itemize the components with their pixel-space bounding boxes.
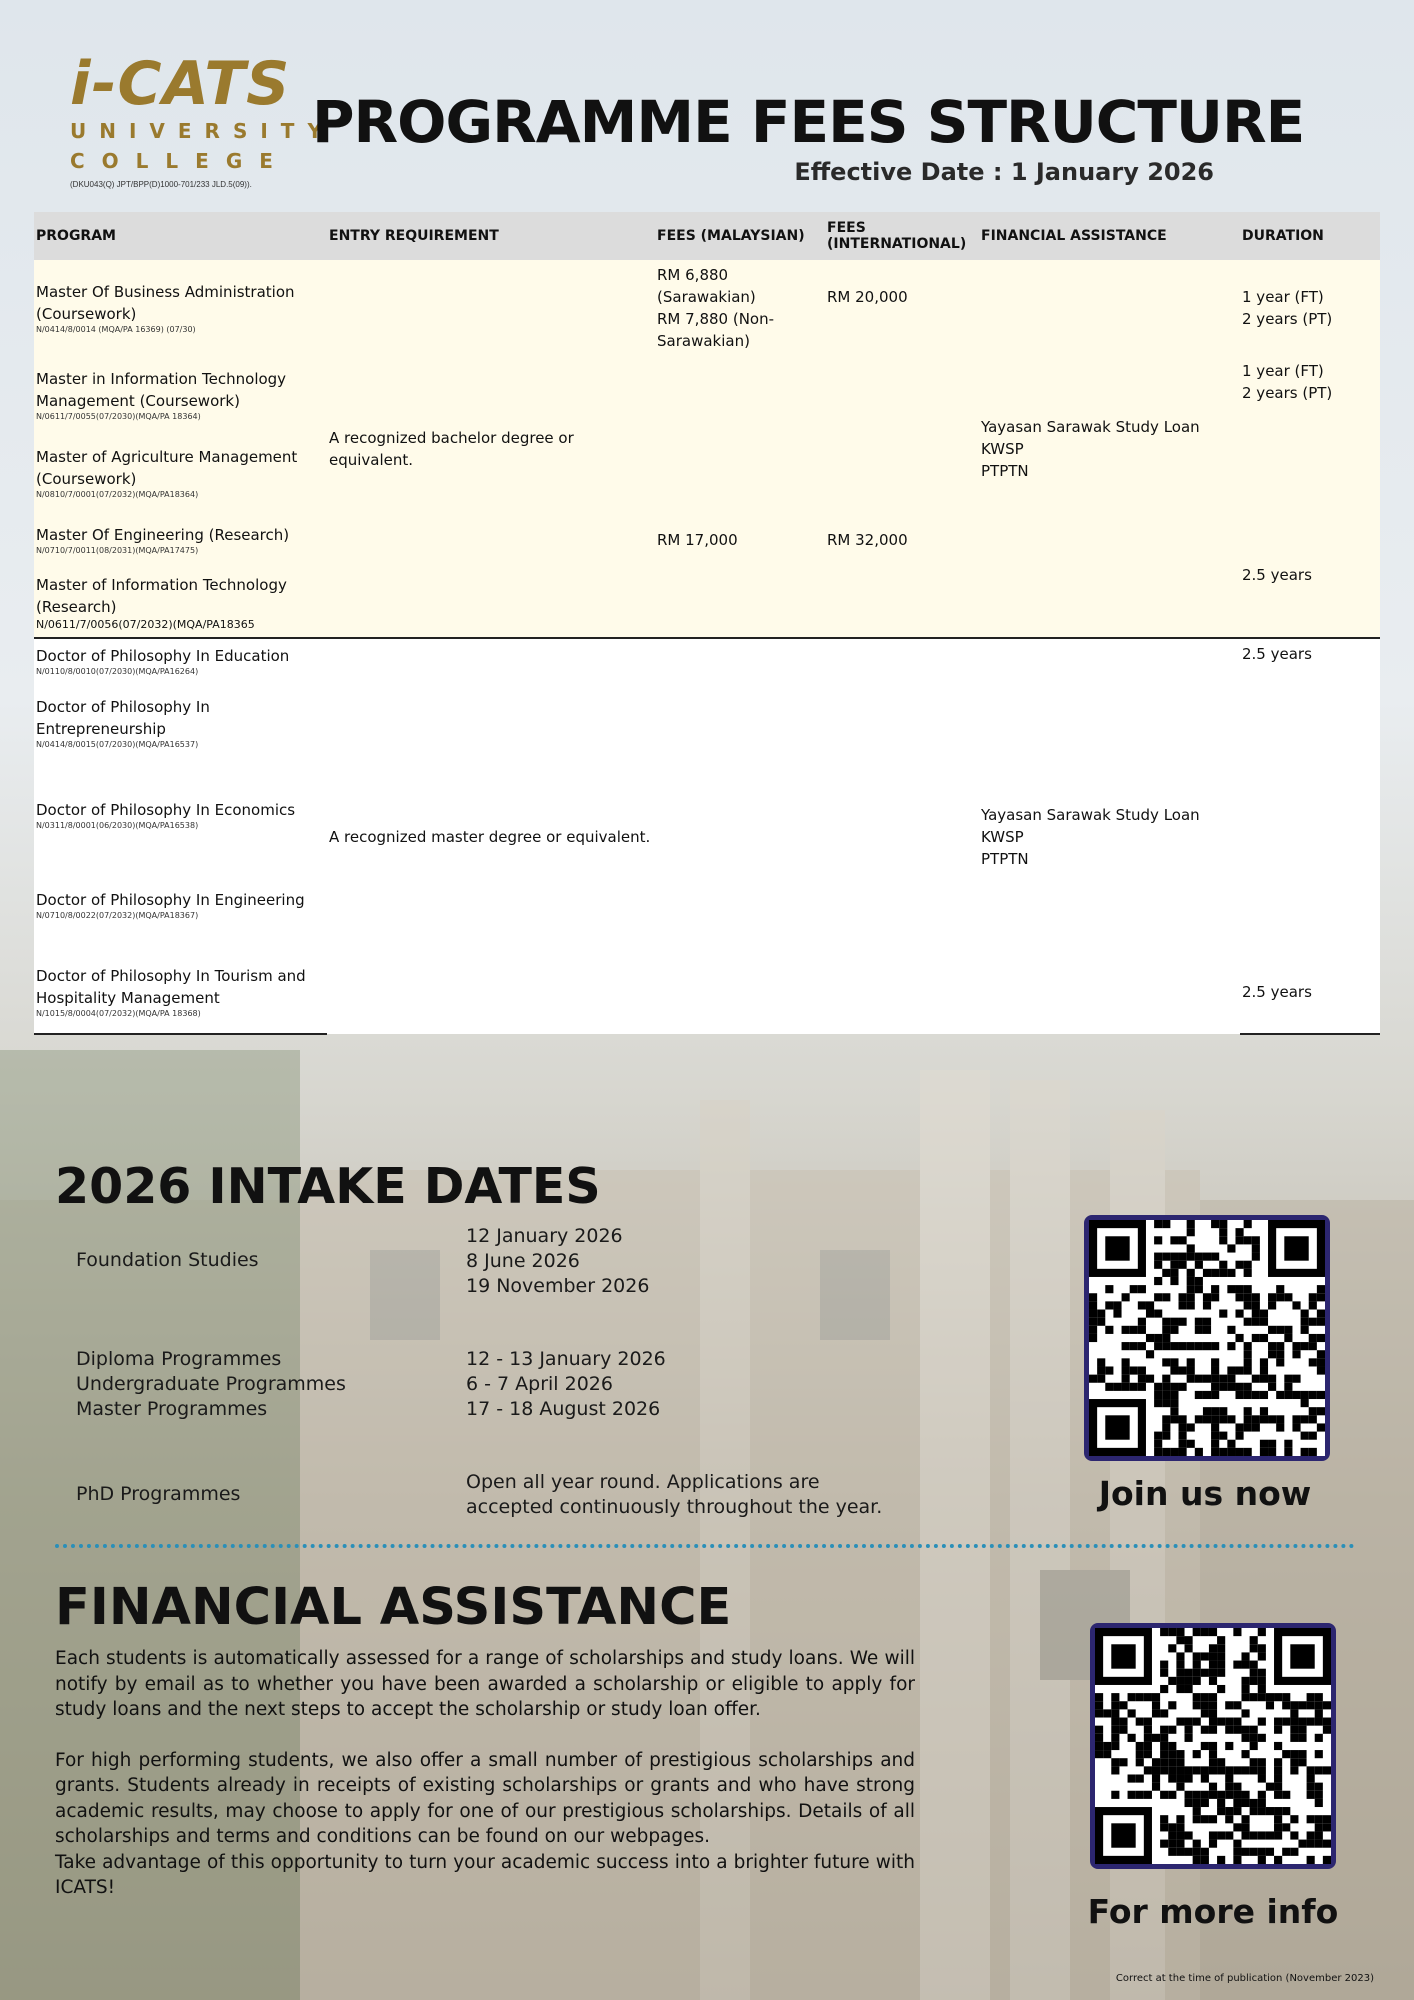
duration: 1 year (FT)	[1242, 362, 1324, 380]
program-name: Master of Agriculture Management (Coursework)	[36, 448, 298, 488]
program-name: Master of Information Technology (Research)	[36, 575, 287, 616]
fee-international: RM 20,000	[825, 260, 979, 356]
program-code: N/1015/8/0004(07/2032)(MQA/PA 18368)	[36, 1008, 201, 1018]
financial-paragraph: For high performing students, we also offer a small number of prestigious scholarships and grants. Students already in receipts of existing scholarships or grants and who have strong academic results, may choose to apply for one of our prestigious scholarships. Details of all scholarships and terms and conditions can be found on our webpages.	[55, 1749, 915, 1847]
duration: 2 years (PT)	[1242, 310, 1333, 328]
financial-paragraph: Each students is automatically assessed for a range of scholarships and study loans. We will notify by email as to whether you have been awarded a scholarship or eligible to apply for study loans and the next steps to accept the scholarship or study loan offer.	[55, 1648, 915, 1720]
info-qr-code[interactable]	[1090, 1623, 1336, 1869]
intake-phd-text: Open all year round. Applications are accepted continuously throughout the year.	[466, 1471, 883, 1518]
intake-phd-label: PhD Programmes	[76, 1483, 241, 1505]
financial-assistance-phd: Yayasan Sarawak Study Loan KWSP PTPTN	[979, 638, 1240, 1034]
intake-foundation-label: Foundation Studies	[76, 1249, 259, 1271]
table-row	[34, 260, 1380, 356]
col-header-fees-malaysian: FEES (MALAYSIAN)	[655, 212, 825, 260]
financial-title: FINANCIAL ASSISTANCE	[55, 1578, 732, 1637]
financial-text	[55, 1646, 915, 1901]
intake-programme-dates: 12 - 13 January 2026 6 - 7 April 2026 17 - 18 August 2026	[466, 1348, 666, 1420]
fees-table	[34, 212, 1380, 1035]
col-header-duration: DURATION	[1240, 212, 1380, 260]
program-name: Doctor of Philosophy In Economics	[36, 801, 296, 819]
publication-note: Correct at the time of publication (November 2023)	[1115, 1973, 1374, 1984]
program-code: N/0611/7/0056(07/2032)(MQA/PA18365	[36, 617, 255, 631]
logo-registration: (DKU043(Q) JPT/BPP(D)1000-701/233 JLD.5(09)).	[70, 180, 252, 189]
program-code: N/0414/8/0015(07/2030)(MQA/PA16537)	[36, 740, 199, 749]
logo-university: UNIVERSITY	[70, 119, 335, 143]
program-code: N/0311/8/0001(06/2030)(MQA/PA16538)	[36, 821, 199, 830]
duration: 2 years (PT)	[1242, 384, 1333, 402]
table-header-row	[34, 212, 1380, 260]
page-title: PROGRAMME FEES STRUCTURE	[312, 88, 1305, 156]
program-name: Master Of Business Administration (Coursework)	[36, 283, 295, 323]
intake-programme-labels: Diploma Programmes Undergraduate Programmes Master Programmes	[76, 1348, 346, 1420]
table-row	[34, 638, 1380, 682]
col-header-fees-international: FEES (INTERNATIONAL)	[825, 212, 979, 260]
program-name: Master in Information Technology Management (Coursework)	[36, 370, 287, 410]
col-header-program: PROGRAM	[34, 212, 327, 260]
program-code: N/0611/7/0055(07/2030)(MQA/PA 18364)	[36, 412, 201, 421]
fee-malaysian: RM 7,880 (Non-Sarawakian)	[657, 310, 775, 350]
duration: 1 year (FT)	[1242, 288, 1324, 306]
qr-code-icon	[1089, 1220, 1325, 1456]
program-name: Doctor of Philosophy In Entrepreneurship	[36, 698, 210, 738]
logo-college: COLLEGE	[70, 149, 290, 173]
program-name: Doctor of Philosophy In Education	[36, 646, 290, 665]
duration: 2.5 years	[1240, 512, 1380, 638]
program-code: N/0710/8/0022(07/2032)(MQA/PA18367)	[36, 911, 199, 920]
financial-paragraph: Take advantage of this opportunity to turn your academic success into a brighter future with ICATS!	[55, 1851, 915, 1898]
duration: 2.5 years	[1240, 638, 1380, 682]
financial-assistance-masters: Yayasan Sarawak Study Loan KWSP PTPTN	[979, 260, 1240, 638]
program-name: Doctor of Philosophy In Engineering	[36, 891, 305, 909]
entry-requirement-phd: A recognized master degree or equivalent.	[327, 638, 655, 1034]
join-us-caption: Join us now	[1098, 1474, 1312, 1513]
intake-foundation-dates: 12 January 2026 8 June 2026 19 November 2026	[466, 1225, 650, 1297]
more-info-caption: For more info	[1087, 1892, 1339, 1931]
section-divider	[55, 1544, 1355, 1548]
col-header-financial-assistance: FINANCIAL ASSISTANCE	[979, 212, 1240, 260]
effective-date: Effective Date : 1 January 2026	[794, 158, 1214, 186]
fee-malaysian: RM 6,880 (Sarawakian)	[657, 266, 756, 306]
program-name: Doctor of Philosophy In Tourism and Hospitality Management	[36, 966, 306, 1007]
fee-international: RM 32,000	[825, 512, 979, 568]
join-qr-code[interactable]	[1084, 1215, 1330, 1461]
program-code: N/0810/7/0001(07/2032)(MQA/PA18364)	[36, 490, 199, 499]
fee-malaysian: RM 17,000	[655, 512, 825, 568]
logo-wordmark: i-CATS	[70, 49, 291, 119]
program-code: N/0110/8/0010(07/2030)(MQA/PA16264)	[36, 666, 199, 676]
program-code: N/0710/7/0011(08/2031)(MQA/PA17475)	[36, 546, 199, 555]
program-code: N/0414/8/0014 (MQA/PA 16369) (07/30)	[36, 325, 196, 334]
col-header-entry: ENTRY REQUIREMENT	[327, 212, 655, 260]
program-name: Master Of Engineering (Research)	[36, 526, 290, 544]
intake-title: 2026 INTAKE DATES	[55, 1158, 601, 1215]
qr-code-icon	[1095, 1628, 1331, 1864]
icats-logo	[70, 49, 335, 189]
duration: 2.5 years	[1240, 950, 1380, 1034]
entry-requirement-masters: A recognized bachelor degree or equivalent.	[327, 260, 655, 638]
